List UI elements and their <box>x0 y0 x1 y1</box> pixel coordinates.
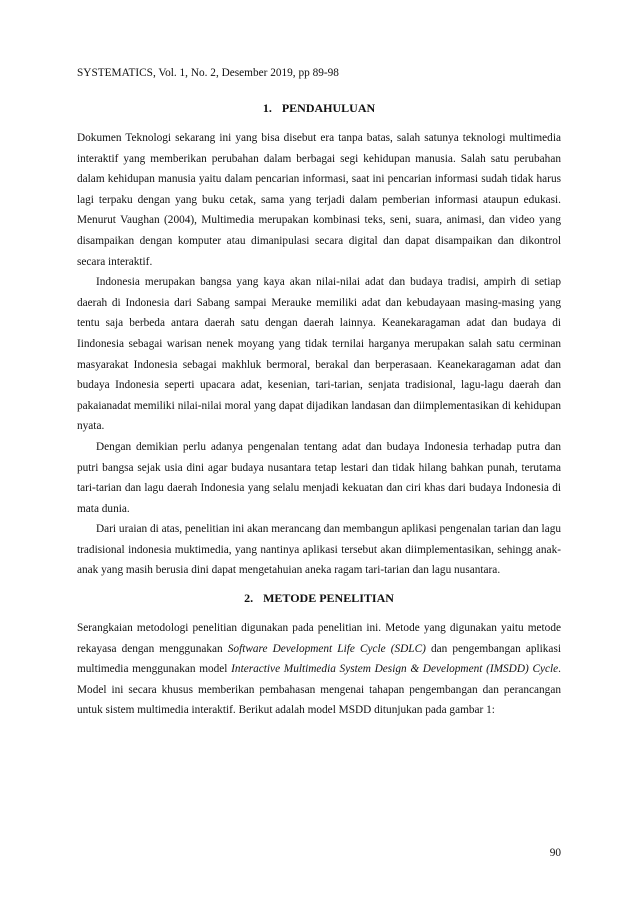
text-run: dan pengembangan aplikasi multimedia menggunakan model <box>77 642 561 676</box>
paragraph-metode <box>77 618 561 721</box>
section-heading-pendahuluan <box>77 100 561 116</box>
italic-term-imsdd: Interactive Multimedia System Design & Development (IMSDD) Cycle <box>231 663 559 676</box>
running-header: SYSTEMATICS, Vol. 1, No. 2, Desember 2019, pp 89-98 <box>77 67 339 79</box>
paragraph-4: Dari uraian di atas, penelitian ini akan merancang dan membangun aplikasi pengenalan tarian dan lagu tradisional indonesia muktimedia, yang nantinya aplikasi tersebut akan diimplementasikan, sehingg anak-anak yang masih berusia dini dapat mengetahuian aneka ragam tari-tarian dan lagu nusantara. <box>77 523 561 577</box>
paragraph-3: Dengan demikian perlu adanya pengenalan tentang adat dan budaya Indonesia terhadap putra dan putri bangsa sejak usia dini agar budaya nusantara tetap lestari dan tidak hilang bahkan punah, terutama tari-tarian dan lagu daerah Indonesia yang selalu menjadi kekuatan dan ciri khas dari budaya Indonesia di mata dunia. <box>77 440 561 515</box>
text-run: . Model ini secara khusus memberikan pembahasan mengenai tahapan pengembangan dan perancangan untuk sistem multimedia interaktif. Berikut adalah model MSDD ditunjukan pada gambar 1: <box>77 663 561 717</box>
page-number: 90 <box>549 847 561 859</box>
section-number: 2. <box>244 591 254 606</box>
text-run: Serangkaian metodologi penelitian digunakan pada penelitian ini. Metode yang digunakan yaitu metode rekayasa dengan menggunakan <box>77 622 561 655</box>
section-title: PENDAHULUAN <box>281 101 376 115</box>
paragraph-2: Indonesia merupakan bangsa yang kaya akan nilai-nilai adat dan budaya tradisi, ampirh di setiap daerah di Indonesia dari Sabang sampai Merauke memiliki adat dan kebudayaan masing-masing yang tentu saja berbeda antara daerah satu dengan daerah lainnya. Keanekaragaman adat dan budaya di Iindonesia sebagai warisan nenek moyang yang tidak ternilai harganya merupakan salah satu cerminan masyarakat Indonesia sebagai makhluk bermoral, berakal dan berperasaan. Keanekaragaman adat dan budaya Indonesia seperti upacara adat, kesenian, tari-tarian, senjata tradisional, lagu-lagu daerah dan pakaianadat memiliki nilai-nilai moral yang dapat dijadikan landasan dan diimplementasikan di kehidupan nyata. <box>77 276 561 433</box>
page-content <box>77 92 561 721</box>
paragraph-1: Dokumen Teknologi sekarang ini yang bisa disebut era tanpa batas, salah satunya teknologi multimedia interaktif yang memberikan perubahan dalam berbagai segi kehidupan manusia. Salah satu perubahan dalam kehidupan manusia yaitu dalam pencarian informasi, saat ini pencarian informasi sudah tidak harus lagi terpaku dengan yang buku cetak, sama yang terjadi dalam pemberian informasi ataupun edukasi. Menurut Vaughan (2004), Multimedia merupakan kombinasi teks, seni, suara, animasi, dan video yang disampaikan dengan komputer atau dimanipulasi secara digital dan dapat disampaikan dan dikontrol secara interaktif. <box>77 132 561 268</box>
section-number: 1. <box>262 101 272 115</box>
italic-term-sdlc: Software Development Life Cycle (SDLC) <box>227 642 426 655</box>
section-title: METODE PENELITIAN <box>263 591 394 606</box>
section-heading-metode-penelitian <box>77 590 561 606</box>
